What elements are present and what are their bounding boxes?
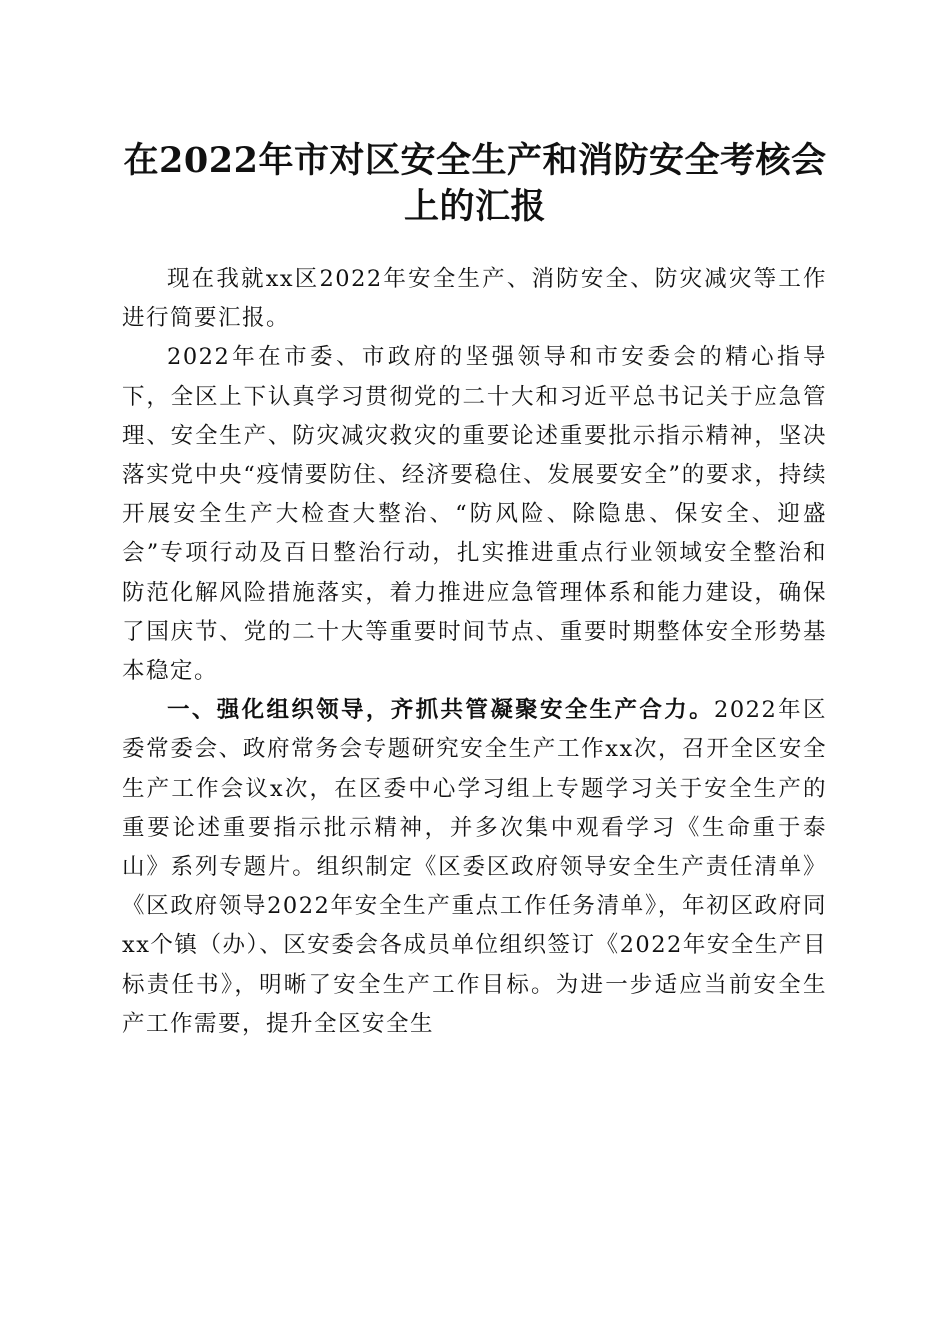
document-title: 在2022年市对区安全生产和消防安全考核会上的汇报 bbox=[123, 140, 827, 227]
section-one-heading: 一、强化组织领导，齐抓共管凝聚安全生产合力。 bbox=[167, 697, 714, 724]
paragraph-section-one bbox=[122, 691, 827, 1044]
section-one-text: 2022年区委常委会、政府常务会专题研究安全生产工作xx次，召开全区安全生产工作会议x次，在区委中心学习组上专题学习关于安全生产的重要论述重要指示批示精神，并多次集中观看学习《生命重于泰山》系列专题片。组织制定《区委区政府领导安全生产责任清单》《区政府领导2022年安全生产重点工作任务清单》，年初区政府同xx个镇（办）、区安委会各成员单位组织签订《2022年安全生产目标责任书》，明晰了安全生产工作目标。为进一步适应当前安全生产工作需要，提升全区安全生 bbox=[122, 697, 827, 1037]
paragraph-intro bbox=[122, 260, 827, 338]
paragraph-intro-text: 现在我就xx区2022年安全生产、消防安全、防灾减灾等工作进行简要汇报。 bbox=[122, 266, 827, 332]
paragraph-overview bbox=[122, 338, 827, 691]
paragraph-overview-text: 2022年在市委、市政府的坚强领导和市安委会的精心指导下，全区上下认真学习贯彻党的二十大和习近平总书记关于应急管理、安全生产、防灾减灾救灾的重要论述重要批示指示精神，坚决落实党中央“疫情要防住、经济要稳住、发展要安全”的要求，持续开展安全生产大检查大整治、“防风险、除隐患、保安全、迎盛会”专项行动及百日整治行动，扎实推进重点行业领域安全整治和防范化解风险措施落实，着力推进应急管理体系和能力建设，确保了国庆节、党的二十大等重要时间节点、重要时期整体安全形势基本稳定。 bbox=[122, 344, 827, 685]
document-body bbox=[122, 260, 827, 1044]
